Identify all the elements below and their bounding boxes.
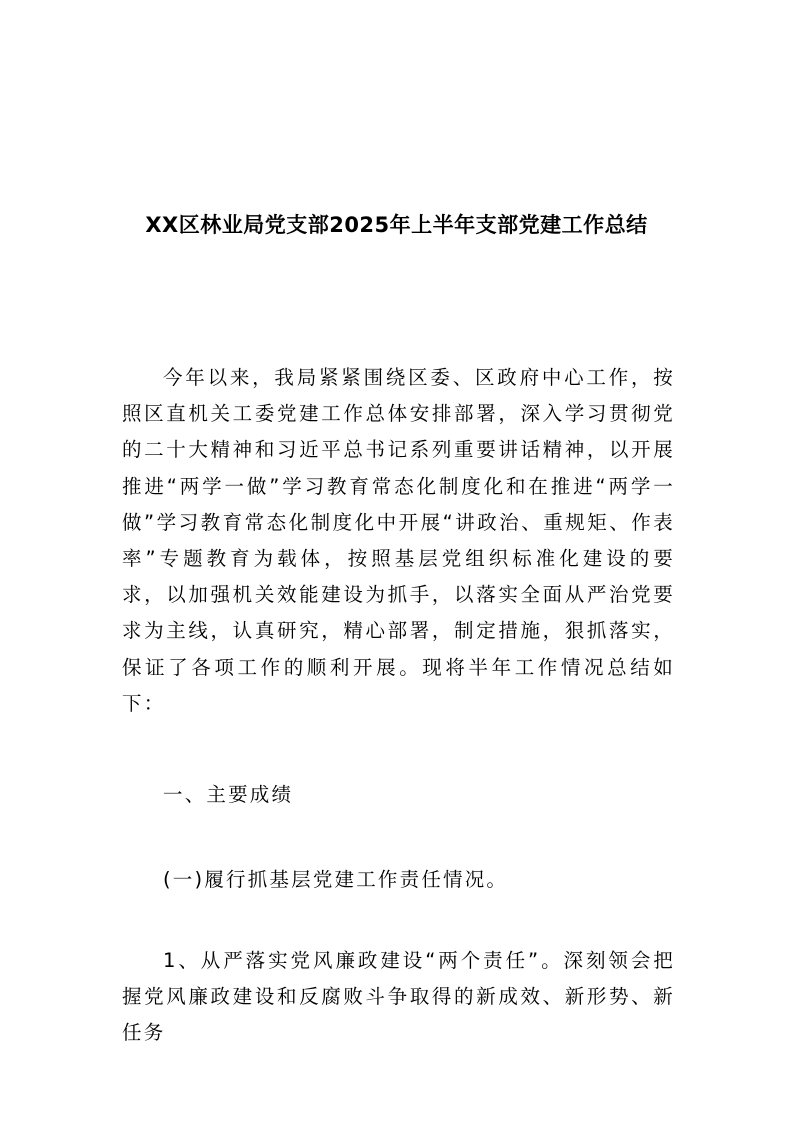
document-title: XX区林业局党支部2025年上半年支部党建工作总结 <box>145 213 648 237</box>
subsection-heading: (一)履行抓基层党建工作责任情况。 <box>163 868 509 891</box>
item-paragraph: 1、从严落实党风廉政建设“两个责任”。深刻领会把握党风廉政建设和反腐败斗争取得的新成效、新形势、新任务 <box>122 949 675 1045</box>
intro-paragraph: 今年以来，我局紧紧围绕区委、区政府中心工作，按照区直机关工委党建工作总体安排部署，深入学习贯彻党的二十大精神和习近平总书记系列重要讲话精神，以开展推进“两学一做”学习教育常态化制度化和在推进“两学一做”学习教育常态化制度化中开展“讲政治、重规矩、作表率”专题教育为载体，按照基层党组织标准化建设的要求，以加强机关效能建设为抓手，以落实全面从严治党要求为主线，认真研究，精心部署，制定措施，狠抓落实，保证了各项工作的顺利开展。现将半年工作情况总结如下： <box>122 366 675 715</box>
section-heading: 一、主要成绩 <box>163 783 294 806</box>
